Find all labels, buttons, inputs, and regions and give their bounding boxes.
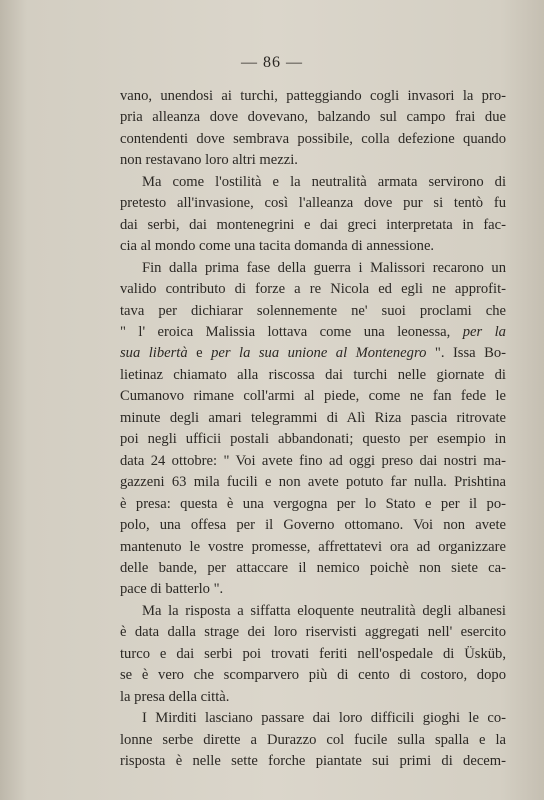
text-line: Fin dalla prima fase della guerra i Malissori recarono un [142, 259, 506, 276]
text-line: risposta è nelle sette forche piantate sui primi di decem- [120, 753, 506, 770]
text-line: pria alleanza dove dovevano, balzando sul campo frai due [120, 109, 506, 126]
text-line: tava per dichiarar solennemente ne' suoi proclami che [120, 302, 506, 319]
text-line: dai serbi, dai montenegrini e dai greci interpretata in fac- [120, 216, 506, 233]
text-line: lietinaz chiamato alla riscossa dai turchi nelle giornate di [120, 366, 506, 383]
paragraph-1 [120, 86, 506, 172]
italic-run: per la [462, 323, 506, 340]
text-run: e [187, 345, 212, 362]
italic-run: sua libertà [120, 345, 188, 362]
text-line: data 24 ottobre: " Voi avete fino ad oggi preso dai nostri ma- [120, 452, 506, 469]
text-line: la presa della città. [120, 688, 230, 705]
text-line: poi negli ufficii postali abbandonati; questo per esempio in [120, 431, 506, 448]
text-line: minute degli amari telegrammi di Alì Riza pascia ritrovate [120, 409, 506, 426]
text-line: è data dalla strage dei loro riservisti aggregati nell' esercito [120, 624, 506, 641]
italic-run: per la sua unione al Montenegro [211, 345, 427, 362]
text-line: gazzeni 63 mila fucili e non avete potuto far nulla. Prishtina [120, 474, 506, 491]
text-run: ". Issa Bo- [426, 345, 506, 362]
text-line: pace di batterlo ". [120, 581, 224, 598]
text-line [120, 343, 506, 364]
text-line: cia al mondo come una tacita domanda di annessione. [120, 238, 435, 255]
text-run: " l' eroica Malissia lottava come una leonessa, [120, 323, 463, 340]
paragraph-3 [120, 258, 506, 601]
text-line: contendenti dove sembrava possibile, colla defezione quando [120, 130, 506, 147]
text-line: non restavano loro altri mezzi. [120, 152, 298, 169]
text-line: polo, una offesa per il Governo ottomano. Voi non avete [120, 517, 506, 534]
body-text [120, 86, 506, 773]
text-line: Ma come l'ostilità e la neutralità armata servirono di [142, 173, 506, 190]
text-line: se è vero che scomparvero più di cento di costoro, dopo [120, 667, 506, 684]
text-line: I Mirditi lasciano passare dai loro difficili gioghi le co- [142, 710, 506, 727]
text-line: vano, unendosi ai turchi, patteggiando cogli invasori la pro- [120, 88, 506, 104]
text-line: Ma la risposta a siffatta eloquente neutralità degli albanesi [142, 602, 506, 619]
text-line: turco e dai serbi poi trovati feriti nell'ospedale di Üsküb, [120, 645, 506, 662]
paragraph-4 [120, 601, 506, 708]
paragraph-5 [120, 708, 506, 772]
page-number: — 86 — [241, 54, 303, 71]
text-line: valido contributo di forze a re Nicola ed egli ne approfit- [120, 281, 506, 298]
paragraph-2 [120, 172, 506, 258]
text-line: pretesto all'invasione, così l'alleanza dove pur si tentò fu [120, 195, 506, 212]
text-line: è presa: questa è una vergogna per lo Stato e per il po- [120, 495, 506, 512]
text-line: lonne serbe dirette a Durazzo col fucile sulla spalla e la [120, 731, 506, 748]
text-line: mantenuto le vostre promesse, affrettatevi ora ad organizzare [120, 538, 506, 555]
text-line: Cumanovo rimane coll'armi al piede, come ne fan fede le [120, 388, 506, 405]
text-line [120, 322, 506, 343]
text-line: delle bande, per attaccare il nemico poichè non siete ca- [120, 559, 506, 576]
